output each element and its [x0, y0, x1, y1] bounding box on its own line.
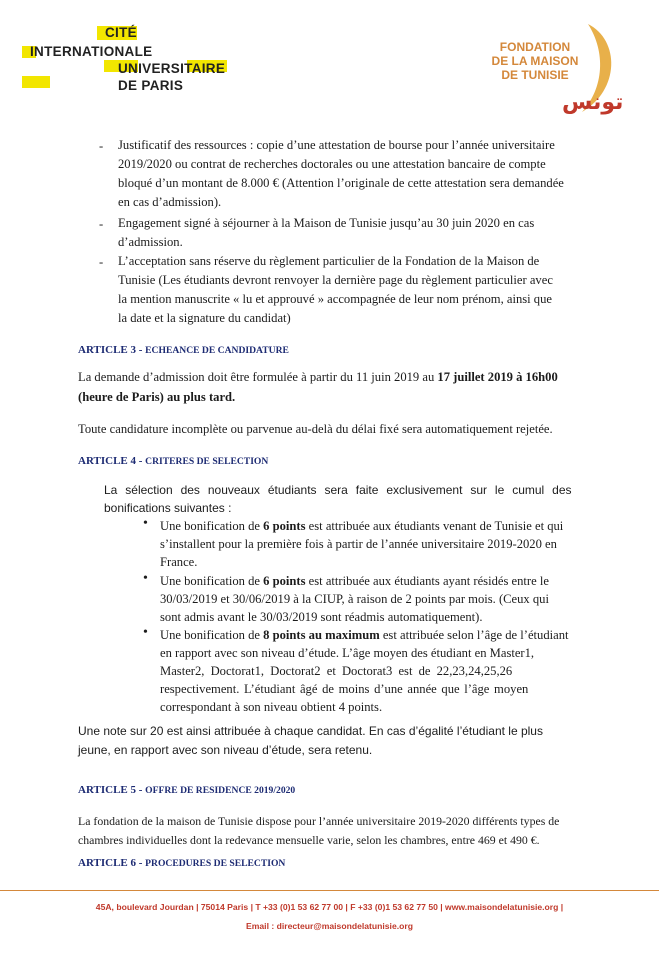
article-4-outro-1: Une note sur 20 est ainsi attribuée à chaque candidat. En cas d’égalité l’étudiant le plus — [78, 724, 543, 738]
fondation-logo — [470, 20, 630, 120]
resources-line-2: 2019/2020 ou contrat de recherches doctorales ou une attestation bancaire de compte — [118, 157, 546, 171]
article-6-title: PROCEDURES DE SELECTION — [145, 858, 286, 869]
article-4-prefix: ARTICLE 4 - — [78, 455, 146, 467]
criterion-1-pre: Une bonification de — [160, 519, 264, 533]
acceptation-line-3: la mention manuscrite « lu et approuvé » accompagnée de leur nom prénom, ainsi que — [118, 292, 552, 306]
engagement-line-1: Engagement signé à séjourner à la Maison de Tunisie jusqu’au 30 juin 2020 en cas — [118, 216, 535, 230]
footer-divider — [0, 890, 659, 891]
criterion-1-line-2: s’installent pour la première fois à partir de l’année universitaire 2019-2020 en — [160, 537, 557, 551]
article-5-prefix: ARTICLE 5 - — [78, 784, 146, 796]
criterion-3-line-2: en rapport avec son niveau d’étude. L’âge moyen des étudiant en Master1, — [160, 646, 535, 660]
criterion-3-points: 8 points au maximum — [263, 628, 380, 642]
fondation-logo-line-2: DE LA MAISON — [491, 54, 579, 68]
fondation-logo-line-3: DE TUNISIE — [501, 68, 569, 82]
article-6-heading — [78, 855, 285, 870]
criterion-1-post: est attribuée aux étudiants venant de Tunisie et qui — [305, 519, 564, 533]
article-5-heading — [78, 782, 295, 797]
resources-line-3: bloqué d’un montant de 8.000 € (Attention l’originale de cette attestation sera demandée — [118, 176, 564, 190]
article-5-line-2: chambres individuelles dont la redevance mensuelle varie, selon les chambres, entre 469 et 490 €. — [78, 833, 540, 847]
criterion-1-points: 6 points — [263, 519, 306, 533]
criterion-3-line-4: respectivement. L’étudiant âgé de moins d’une année que l’âge moyen — [160, 682, 529, 696]
article-3-prefix: ARTICLE 3 - — [78, 344, 146, 356]
criterion-3-pre: Une bonification de — [160, 628, 264, 642]
engagement-line-2: d’admission. — [118, 235, 183, 249]
dash-bullet: - — [99, 217, 104, 231]
article-4-intro-1: La sélection des nouveaux étudiants sera faite exclusivement sur le cumul des — [104, 483, 572, 497]
criterion-3-line-5: correspondant à son niveau obtient 4 points. — [160, 700, 383, 714]
resources-line-4: en cas d’admission). — [118, 195, 222, 209]
criterion-3-post: est attribuée selon l’âge de l’étudiant — [379, 628, 569, 642]
article-5-line-1: La fondation de la maison de Tunisie dispose pour l’année universitaire 2019-2020 différents types de — [78, 814, 560, 828]
article-6-prefix: ARTICLE 6 - — [78, 857, 146, 869]
article-3-para-2: Toute candidature incomplète ou parvenue au-delà du délai fixé sera automatiquement rejetée. — [78, 422, 553, 436]
ciup-logo — [22, 24, 242, 104]
ciup-logo-line-3: UNIVERSITAIRE — [118, 61, 226, 76]
article-4-outro-2: jeune, en rapport avec son niveau d’étude, sera retenu. — [78, 743, 373, 757]
ciup-logo-line-4: DE PARIS — [118, 78, 184, 93]
bullet-icon: • — [143, 516, 148, 531]
ciup-logo-line-1: CITÉ — [105, 25, 137, 40]
article-3-line-1 — [78, 368, 558, 387]
article-5-title: OFFRE DE RESIDENCE 2019/2020 — [145, 785, 296, 796]
article-3-heading — [78, 342, 289, 357]
article-3-line-2: (heure de Paris) au plus tard. — [78, 390, 236, 404]
resources-line-1: Justificatif des ressources : copie d’une attestation de bourse pour l’année universitaire — [118, 138, 555, 152]
criterion-2-line-3: sont admis avant le 30/03/2019 sont réadmis automatiquement). — [160, 610, 483, 624]
acceptation-line-4: la date et la signature du candidat) — [118, 311, 291, 325]
criterion-2-line-2: 30/03/2019 et 30/06/2019 à la CIUP, à raison de 2 points par mois. (Ceux qui — [160, 592, 549, 606]
deadline-date: 17 juillet 2019 à 16h00 — [437, 370, 558, 384]
criterion-2-pre: Une bonification de — [160, 574, 264, 588]
article-4-heading — [78, 453, 268, 468]
fondation-logo-line-1: FONDATION — [499, 40, 571, 54]
bullet-icon: • — [143, 571, 148, 586]
ciup-logo-line-2: INTERNATIONALE — [30, 44, 153, 59]
article-3-title: ECHEANCE DE CANDIDATURE — [145, 345, 289, 356]
footer-email: Email : directeur@maisondelatunisie.org — [246, 921, 413, 931]
article-4-intro-2: bonifications suivantes : — [104, 501, 232, 515]
footer-address: 45A, boulevard Jourdan | 75014 Paris | T +33 (0)1 53 62 77 00 | F +33 (0)1 53 62 77 50 | www.maisondelatunisie.org | — [95, 902, 564, 912]
bullet-icon: • — [143, 625, 148, 640]
article-3-line-1-text: La demande d’admission doit être formulée à partir du 11 juin 2019 au — [78, 370, 438, 384]
acceptation-line-2: Tunisie (Les étudiants devront renvoyer la dernière page du règlement particulier avec — [118, 273, 553, 287]
criterion-3-line-3: Master2, Doctorat1, Doctorat2 et Doctorat3 est de 22,23,24,25,26 — [160, 664, 513, 678]
criterion-3-line-1 — [160, 626, 569, 645]
dash-bullet: - — [99, 139, 104, 153]
article-4-title: CRITERES DE SELECTION — [145, 456, 269, 467]
criterion-2-line-1 — [160, 572, 549, 591]
arabic-logo-text: تونس — [562, 90, 624, 115]
criterion-2-points: 6 points — [263, 574, 306, 588]
criterion-1-line-3: France. — [160, 555, 198, 569]
criterion-2-post: est attribuée aux étudiants ayant résidés entre le — [305, 574, 549, 588]
criterion-1-line-1 — [160, 517, 563, 536]
acceptation-line-1: L’acceptation sans réserve du règlement particulier de la Fondation de la Maison de — [118, 254, 540, 268]
dash-bullet: - — [99, 255, 104, 269]
